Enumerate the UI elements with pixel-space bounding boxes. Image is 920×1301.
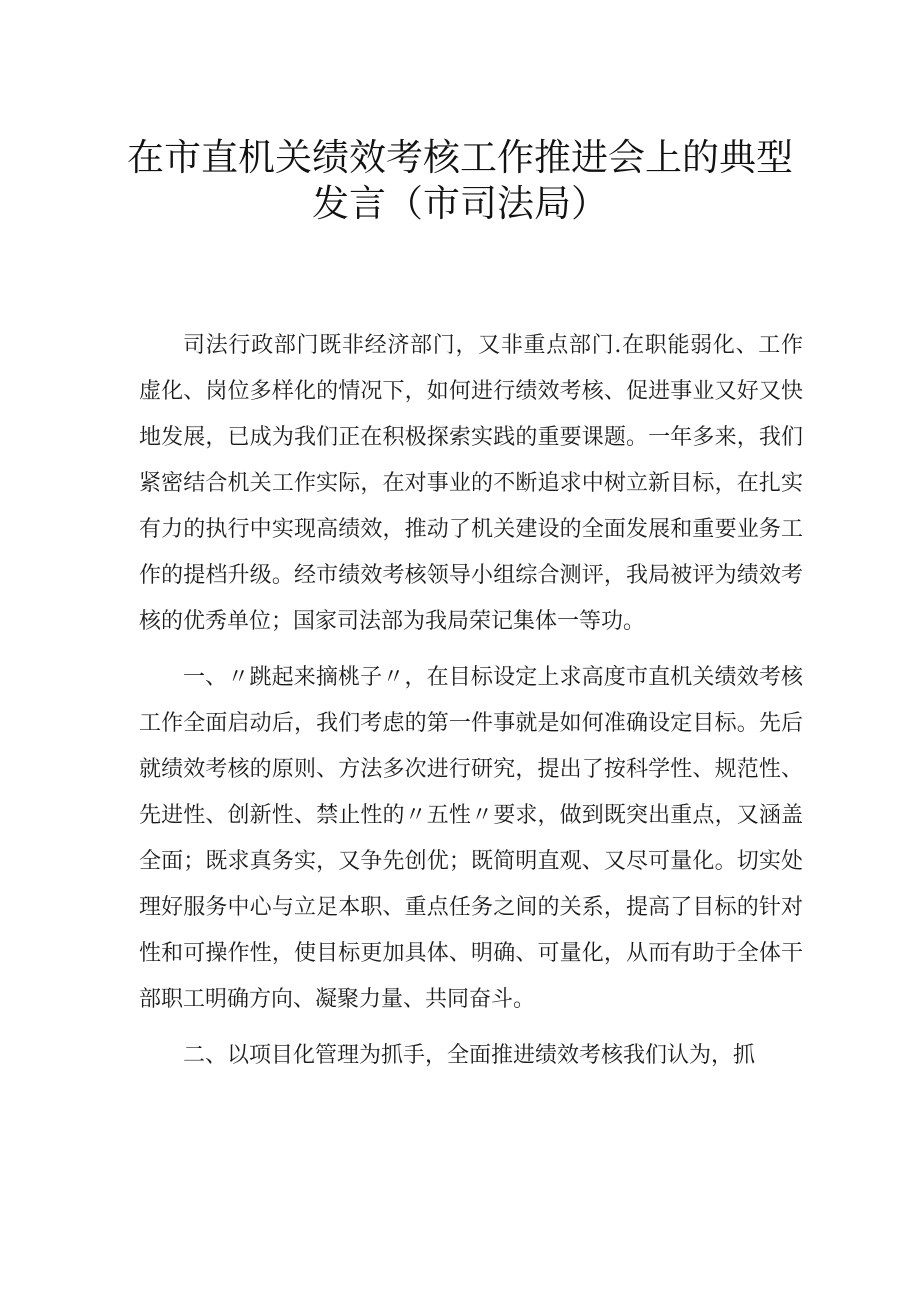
document-title-line-2: 发言（市司法局） (312, 182, 608, 225)
document-title-line-1: 在市直机关绩效考核工作推进会上的典型 (127, 136, 793, 179)
paragraph-section-1: 一、〃跳起来摘桃子〃，在目标设定上求高度市直机关绩效考核工作全面启动后，我们考虑的第一件事就是如何准确设定目标。先后就绩效考核的原则、方法多次进行研究，提出了按科学性、规范性、先进性、创新性、禁止性的〃五性〃要求，做到既突出重点，又涵盖全面；既求真务实，又争先创优；既简明直观、又尽可量化。切实处理好服务中心与立足本职、重点任务之间的关系，提高了目标的针对性和可操作性，使目标更加具体、明确、可量化，从而有助于全体干部职工明确方向、凝聚力量、共同奋斗。 (139, 665, 803, 1012)
paragraph-section-2: 二、以项目化管理为抓手，全面推进绩效考核我们认为，抓 (183, 1043, 756, 1068)
paragraph-intro: 司法行政部门既非经济部门，又非重点部门.在职能弱化、工作虚化、岗位多样化的情况下，如何进行绩效考核、促进事业又好又快地发展，已成为我们正在积极探索实践的重要课题。一年多来，我们紧密结合机关工作实际，在对事业的不断追求中树立新目标，在扎实有力的执行中实现高绩效，推动了机关建设的全面发展和重要业务工作的提档升级。经市绩效考核领导小组综合测评，我局被评为绩效考核的优秀单位；国家司法部为我局荣记集体一等功。 (139, 333, 803, 634)
document-body (139, 323, 803, 1079)
